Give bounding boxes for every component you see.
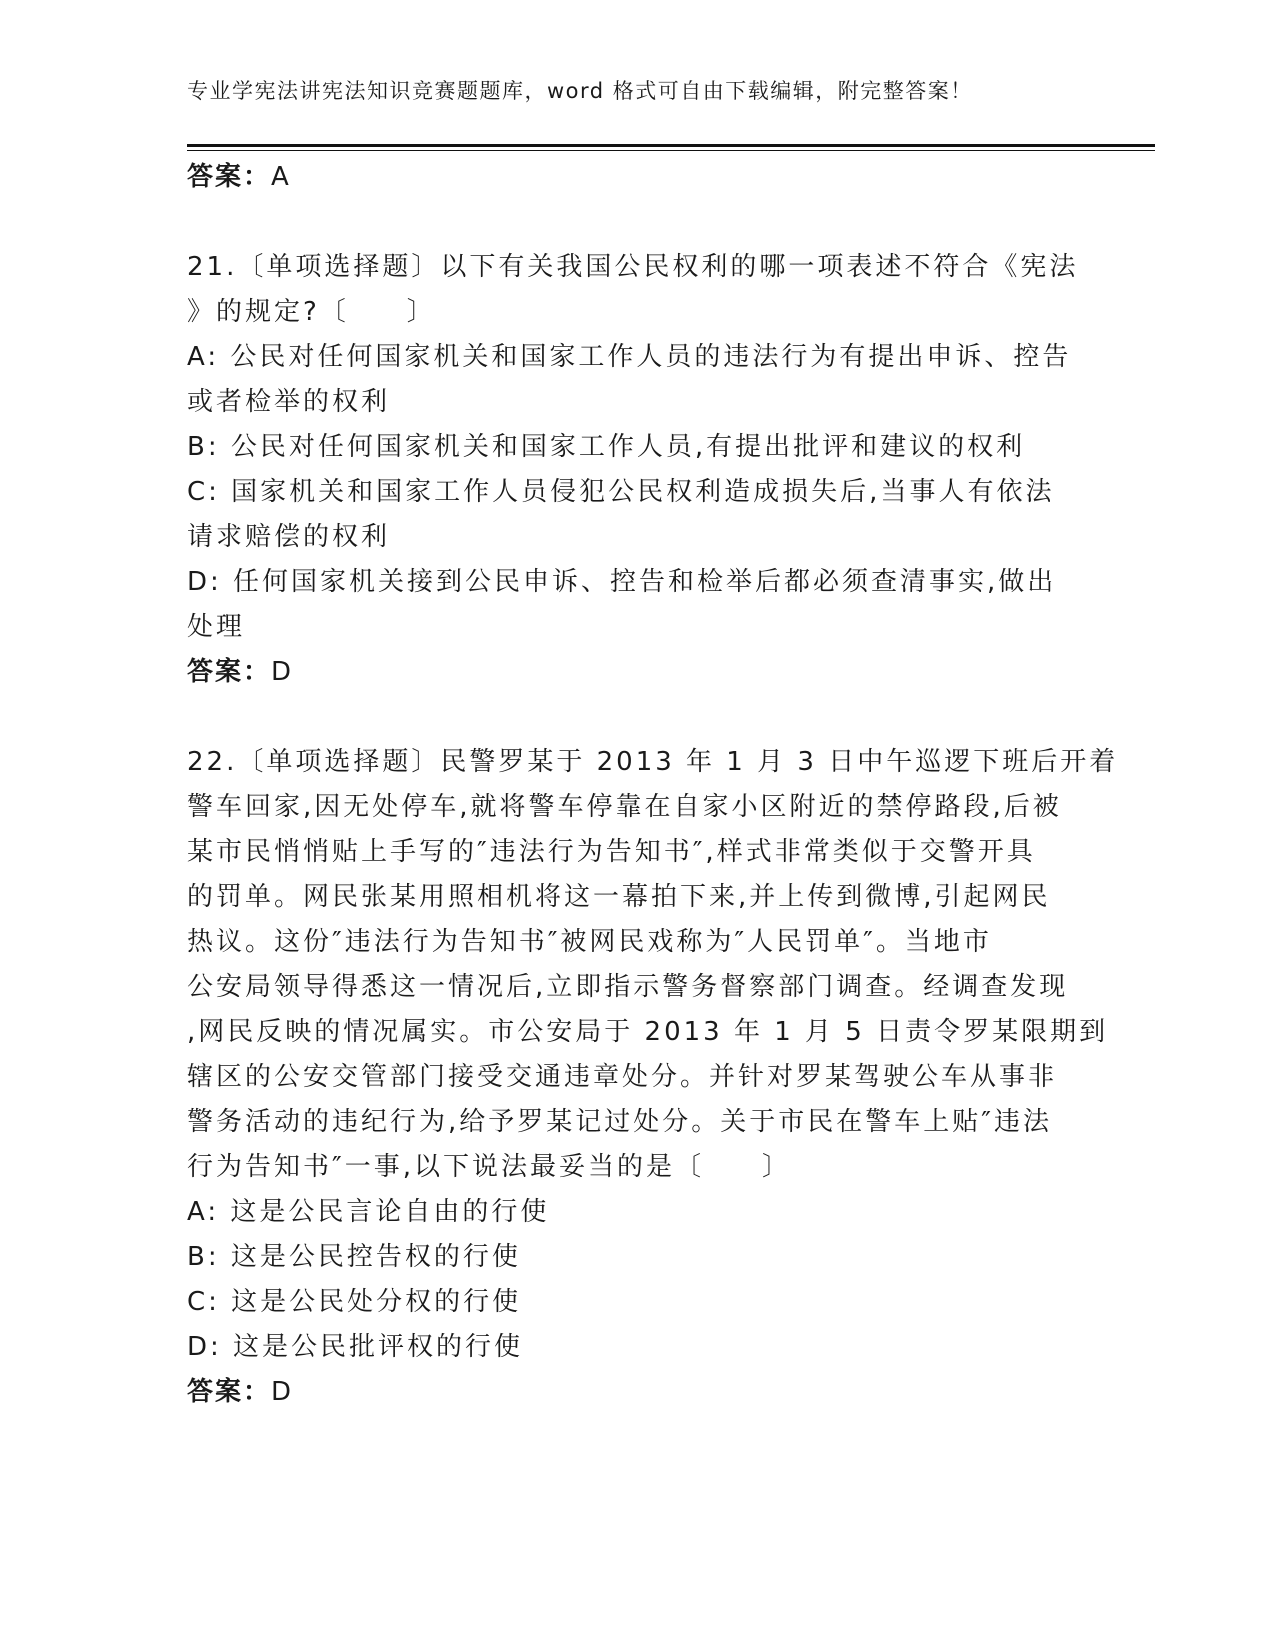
question-stem-line: 公安局领导得悉这一情况后,立即指示警务督察部门调查。经调查发现: [187, 972, 1069, 1002]
question-stem-line: 警车回家,因无处停车,就将警车停靠在自家小区附近的禁停路段,后被: [187, 792, 1062, 822]
option-a-line: A: 公民对任何国家机关和国家工作人员的违法行为有提出申诉、控告: [187, 342, 1072, 372]
option-b-line: B: 这是公民控告权的行使: [187, 1242, 521, 1272]
header-rule-thin: [187, 150, 1155, 151]
spacer: [187, 695, 1067, 740]
question-stem-line: 22.〔单项选择题〕民警罗某于 2013 年 1 月 3 日中午巡逻下班后开着: [187, 747, 1119, 777]
option-c-line: 请求赔偿的权利: [187, 522, 391, 552]
document-body: [187, 155, 1119, 1415]
answer-line: [187, 1370, 1067, 1415]
page-header: 专业学宪法讲宪法知识竞赛题题库，word 格式可自由下载编辑，附完整答案！: [187, 79, 973, 103]
option-d-line: 处理: [187, 612, 246, 642]
header-rule-thick: [187, 144, 1155, 147]
question-stem-line: 》的规定?〔 〕: [187, 297, 436, 327]
question-stem-line: 某市民悄悄贴上手写的″违法行为告知书″,样式非常类似于交警开具: [187, 837, 1036, 867]
option-d-line: D: 任何国家机关接到公民申诉、控告和检举后都必须查清事实,做出: [187, 567, 1057, 597]
answer-value: D: [271, 1377, 294, 1407]
option-c-line: C: 这是公民处分权的行使: [187, 1287, 522, 1317]
option-b-line: B: 公民对任何国家机关和国家工作人员,有提出批评和建议的权利: [187, 432, 1026, 462]
question-stem-line: 的罚单。网民张某用照相机将这一幕拍下来,并上传到微博,引起网民: [187, 882, 1051, 912]
answer-value: A: [271, 162, 291, 192]
question-stem-line: 辖区的公安交管部门接受交通违章处分。并针对罗某驾驶公车从事非: [187, 1062, 1058, 1092]
answer-label: 答案：: [187, 1377, 272, 1407]
question-21: [187, 245, 1079, 695]
option-c-line: C: 国家机关和国家工作人员侵犯公民权利造成损失后,当事人有依法: [187, 477, 1055, 507]
answer-value: D: [271, 657, 294, 687]
option-d-line: D: 这是公民批评权的行使: [187, 1332, 524, 1362]
question-stem-line: 热议。这份″违法行为告知书″被网民戏称为″人民罚单″。当地市: [187, 927, 992, 957]
answer-label: 答案：: [187, 162, 272, 192]
question-22: [187, 740, 1119, 1415]
answer-label: 答案：: [187, 657, 272, 687]
answer-line: [187, 155, 1067, 200]
option-a-line: A: 这是公民言论自由的行使: [187, 1197, 550, 1227]
option-a-line: 或者检举的权利: [187, 387, 391, 417]
answer-line: [187, 650, 1067, 695]
question-stem-line: 21.〔单项选择题〕以下有关我国公民权利的哪一项表述不符合《宪法: [187, 252, 1079, 282]
spacer: [187, 200, 1067, 245]
question-stem-line: ,网民反映的情况属实。市公安局于 2013 年 1 月 5 日责令罗某限期到: [187, 1017, 1109, 1047]
question-stem-line: 警务活动的违纪行为,给予罗某记过处分。关于市民在警车上贴″违法: [187, 1107, 1052, 1137]
question-stem-line: 行为告知书″一事,以下说法最妥当的是〔 〕: [187, 1152, 791, 1182]
